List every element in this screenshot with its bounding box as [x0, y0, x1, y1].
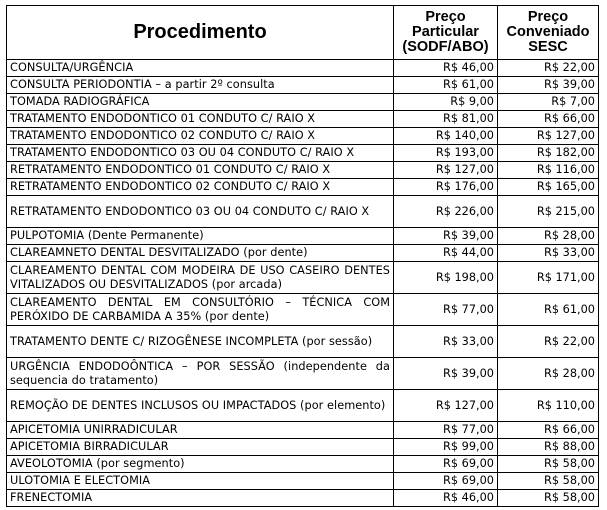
- private-price: R$ 46,00: [394, 490, 498, 507]
- table-row: [7, 60, 599, 77]
- sesc-price: R$ 61,00: [498, 294, 599, 326]
- private-price: R$ 39,00: [394, 228, 498, 245]
- table-row: [7, 128, 599, 145]
- header-row: [7, 6, 599, 60]
- sesc-price: R$ 116,00: [498, 162, 599, 179]
- procedure-name: CONSULTA/URGÊNCIA: [7, 60, 394, 77]
- table-row: [7, 358, 599, 390]
- private-price: R$ 127,00: [394, 162, 498, 179]
- private-price: R$ 140,00: [394, 128, 498, 145]
- procedure-name: ULOTOMIA E ELECTOMIA: [7, 473, 394, 490]
- procedure-name: CLAREAMNETO DENTAL DESVITALIZADO (por dente): [7, 245, 394, 262]
- procedure-name: TOMADA RADIOGRÁFICA: [7, 94, 394, 111]
- price-table-container: [6, 5, 599, 507]
- sesc-price: R$ 110,00: [498, 390, 599, 422]
- private-price: R$ 69,00: [394, 473, 498, 490]
- sesc-price: R$ 171,00: [498, 262, 599, 294]
- private-price: R$ 176,00: [394, 179, 498, 196]
- sesc-price: R$ 88,00: [498, 439, 599, 456]
- header-private-price: Preço Particular (SODF/ABO): [394, 6, 498, 60]
- table-row: [7, 196, 599, 228]
- sesc-price: R$ 165,00: [498, 179, 599, 196]
- table-row: [7, 228, 599, 245]
- procedure-name: APICETOMIA BIRRADICULAR: [7, 439, 394, 456]
- private-price: R$ 226,00: [394, 196, 498, 228]
- private-price: R$ 77,00: [394, 294, 498, 326]
- sesc-price: R$ 22,00: [498, 326, 599, 358]
- table-row: [7, 245, 599, 262]
- table-row: [7, 162, 599, 179]
- private-price: R$ 44,00: [394, 245, 498, 262]
- table-row: [7, 390, 599, 422]
- private-price: R$ 81,00: [394, 111, 498, 128]
- private-price: R$ 9,00: [394, 94, 498, 111]
- procedure-name: TRATAMENTO DENTE C/ RIZOGÊNESE INCOMPLETA (por sessão): [7, 326, 394, 358]
- private-price: R$ 193,00: [394, 145, 498, 162]
- sesc-price: R$ 28,00: [498, 358, 599, 390]
- procedure-name: APICETOMIA UNIRRADICULAR: [7, 422, 394, 439]
- procedure-name: FRENECTOMIA: [7, 490, 394, 507]
- procedure-name: RETRATAMENTO ENDODONTICO 02 CONDUTO C/ RAIO X: [7, 179, 394, 196]
- sesc-price: R$ 39,00: [498, 77, 599, 94]
- sesc-price: R$ 58,00: [498, 490, 599, 507]
- private-price: R$ 127,00: [394, 390, 498, 422]
- procedure-name: TRATAMENTO ENDODONTICO 03 OU 04 CONDUTO C/ RAIO X: [7, 145, 394, 162]
- sesc-price: R$ 66,00: [498, 111, 599, 128]
- procedure-name: TRATAMENTO ENDODONTICO 01 CONDUTO C/ RAIO X: [7, 111, 394, 128]
- table-row: [7, 473, 599, 490]
- table-row: [7, 145, 599, 162]
- private-price: R$ 39,00: [394, 358, 498, 390]
- table-row: [7, 326, 599, 358]
- table-row: [7, 111, 599, 128]
- private-price: R$ 46,00: [394, 60, 498, 77]
- sesc-price: R$ 28,00: [498, 228, 599, 245]
- table-row: [7, 94, 599, 111]
- header-sesc-price: Preço Conveniado SESC: [498, 6, 599, 60]
- procedure-name: TRATAMENTO ENDODONTICO 02 CONDUTO C/ RAIO X: [7, 128, 394, 145]
- sesc-price: R$ 58,00: [498, 473, 599, 490]
- sesc-price: R$ 182,00: [498, 145, 599, 162]
- table-row: [7, 179, 599, 196]
- private-price: R$ 77,00: [394, 422, 498, 439]
- procedure-name: CONSULTA PERIODONTIA – a partir 2º consulta: [7, 77, 394, 94]
- price-table: [6, 5, 599, 507]
- private-price: R$ 33,00: [394, 326, 498, 358]
- table-row: [7, 294, 599, 326]
- private-price: R$ 198,00: [394, 262, 498, 294]
- table-row: [7, 77, 599, 94]
- sesc-price: R$ 58,00: [498, 456, 599, 473]
- procedure-name: RETRATAMENTO ENDODONTICO 01 CONDUTO C/ RAIO X: [7, 162, 394, 179]
- table-row: [7, 490, 599, 507]
- sesc-price: R$ 7,00: [498, 94, 599, 111]
- procedure-name: URGÊNCIA ENDODOÔNTICA – POR SESSÃO (independente da sequencia do tratamento): [7, 358, 394, 390]
- procedure-name: PULPOTOMIA (Dente Permanente): [7, 228, 394, 245]
- table-row: [7, 262, 599, 294]
- sesc-price: R$ 33,00: [498, 245, 599, 262]
- procedure-name: REMOÇÃO DE DENTES INCLUSOS OU IMPACTADOS (por elemento): [7, 390, 394, 422]
- header-procedure: Procedimento: [7, 6, 394, 60]
- private-price: R$ 61,00: [394, 77, 498, 94]
- procedure-name: CLAREAMENTO DENTAL COM MODEIRA DE USO CASEIRO DENTES VITALIZADOS OU DESVITALIZADOS (por arcada): [7, 262, 394, 294]
- sesc-price: R$ 127,00: [498, 128, 599, 145]
- procedure-name: AVEOLOTOMIA (por segmento): [7, 456, 394, 473]
- table-row: [7, 456, 599, 473]
- sesc-price: R$ 215,00: [498, 196, 599, 228]
- table-row: [7, 422, 599, 439]
- procedure-name: CLAREAMENTO DENTAL EM CONSULTÓRIO – TÉCNICA COM PERÓXIDO DE CARBAMIDA A 35% (por dente): [7, 294, 394, 326]
- table-row: [7, 439, 599, 456]
- private-price: R$ 69,00: [394, 456, 498, 473]
- sesc-price: R$ 22,00: [498, 60, 599, 77]
- procedure-name: RETRATAMENTO ENDODONTICO 03 OU 04 CONDUTO C/ RAIO X: [7, 196, 394, 228]
- private-price: R$ 99,00: [394, 439, 498, 456]
- sesc-price: R$ 66,00: [498, 422, 599, 439]
